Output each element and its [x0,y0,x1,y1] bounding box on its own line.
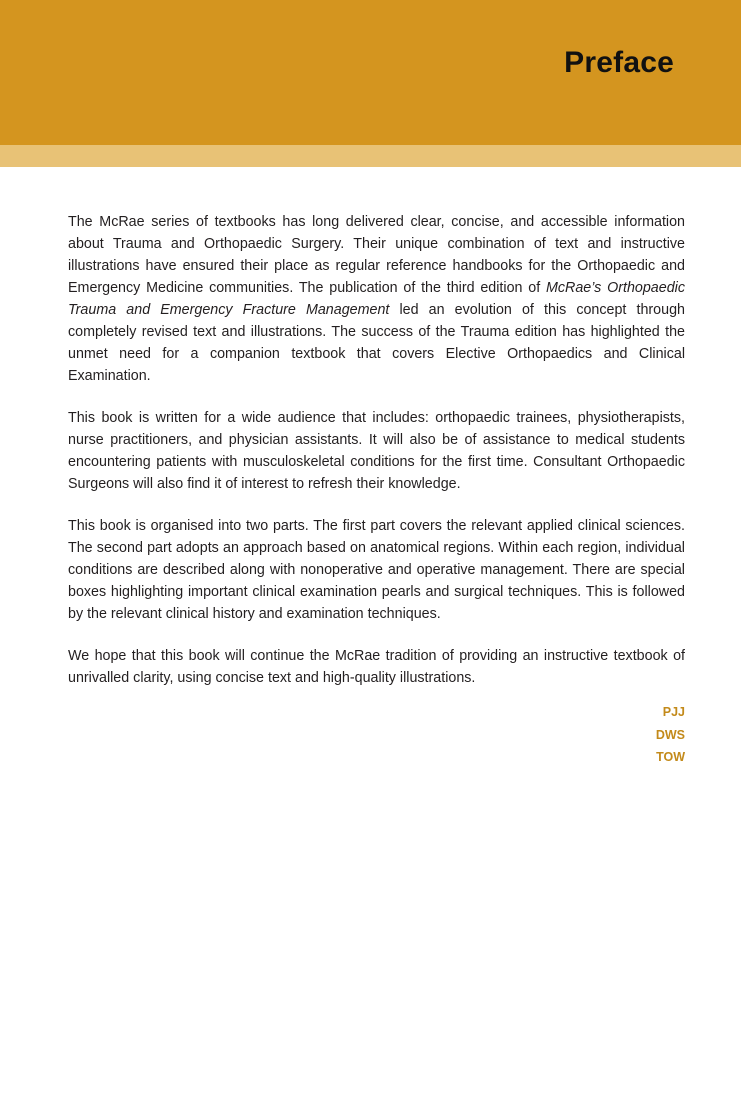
paragraph-4: We hope that this book will continue the McRae tradition of providing an instructive textbook of unrivalled clarity, using concise text and high-quality illustrations. [68,648,685,686]
header-stripe [0,145,741,167]
page-title: Preface [564,46,674,79]
signature-initials: DWS [655,727,685,742]
header-band [0,0,741,145]
signature-initials: PJJ [662,705,685,719]
author-signatures [68,701,685,769]
signature-initials: TOW [656,750,685,764]
book-title-italic: McRae’s Orthopaedic Trauma and Emergency Fracture Management [68,280,685,318]
paragraph-2: This book is written for a wide audience that includes: orthopaedic trainees, physiotherapists, nurse practitioners, and physician assistants. It will also be of assistance to medical students encountering patients with musculoskeletal conditions for the first time. Consultant Orthopaedic Surgeons will also find it of interest to refresh their knowledge. [68,410,685,492]
paragraph-1-text-a: The McRae series of textbooks has long delivered clear, concise, and accessible information about Trauma and Orthopaedic Surgery. Their unique combination of text and instructive illustrations have ensured their place as regular reference handbooks for the Orthopaedic and Emergency Medicine communities. The publication of the third edition of [68,214,685,296]
paragraph-1-text-b: led an evolution of this concept through completely revised text and illustrations. The success of the Trauma edition has highlighted the unmet need for a companion textbook that covers Elective Orthopaedics and Clinical Examination. [68,302,685,384]
paragraph-1 [68,211,685,387]
preface-body [68,211,685,769]
paragraph-3: This book is organised into two parts. The first part covers the relevant applied clinical sciences. The second part adopts an approach based on anatomical regions. Within each region, individual conditions are described along with nonoperative and operative management. There are special boxes highlighting important clinical examination pearls and surgical techniques. This is followed by the relevant clinical history and examination techniques. [68,518,685,622]
